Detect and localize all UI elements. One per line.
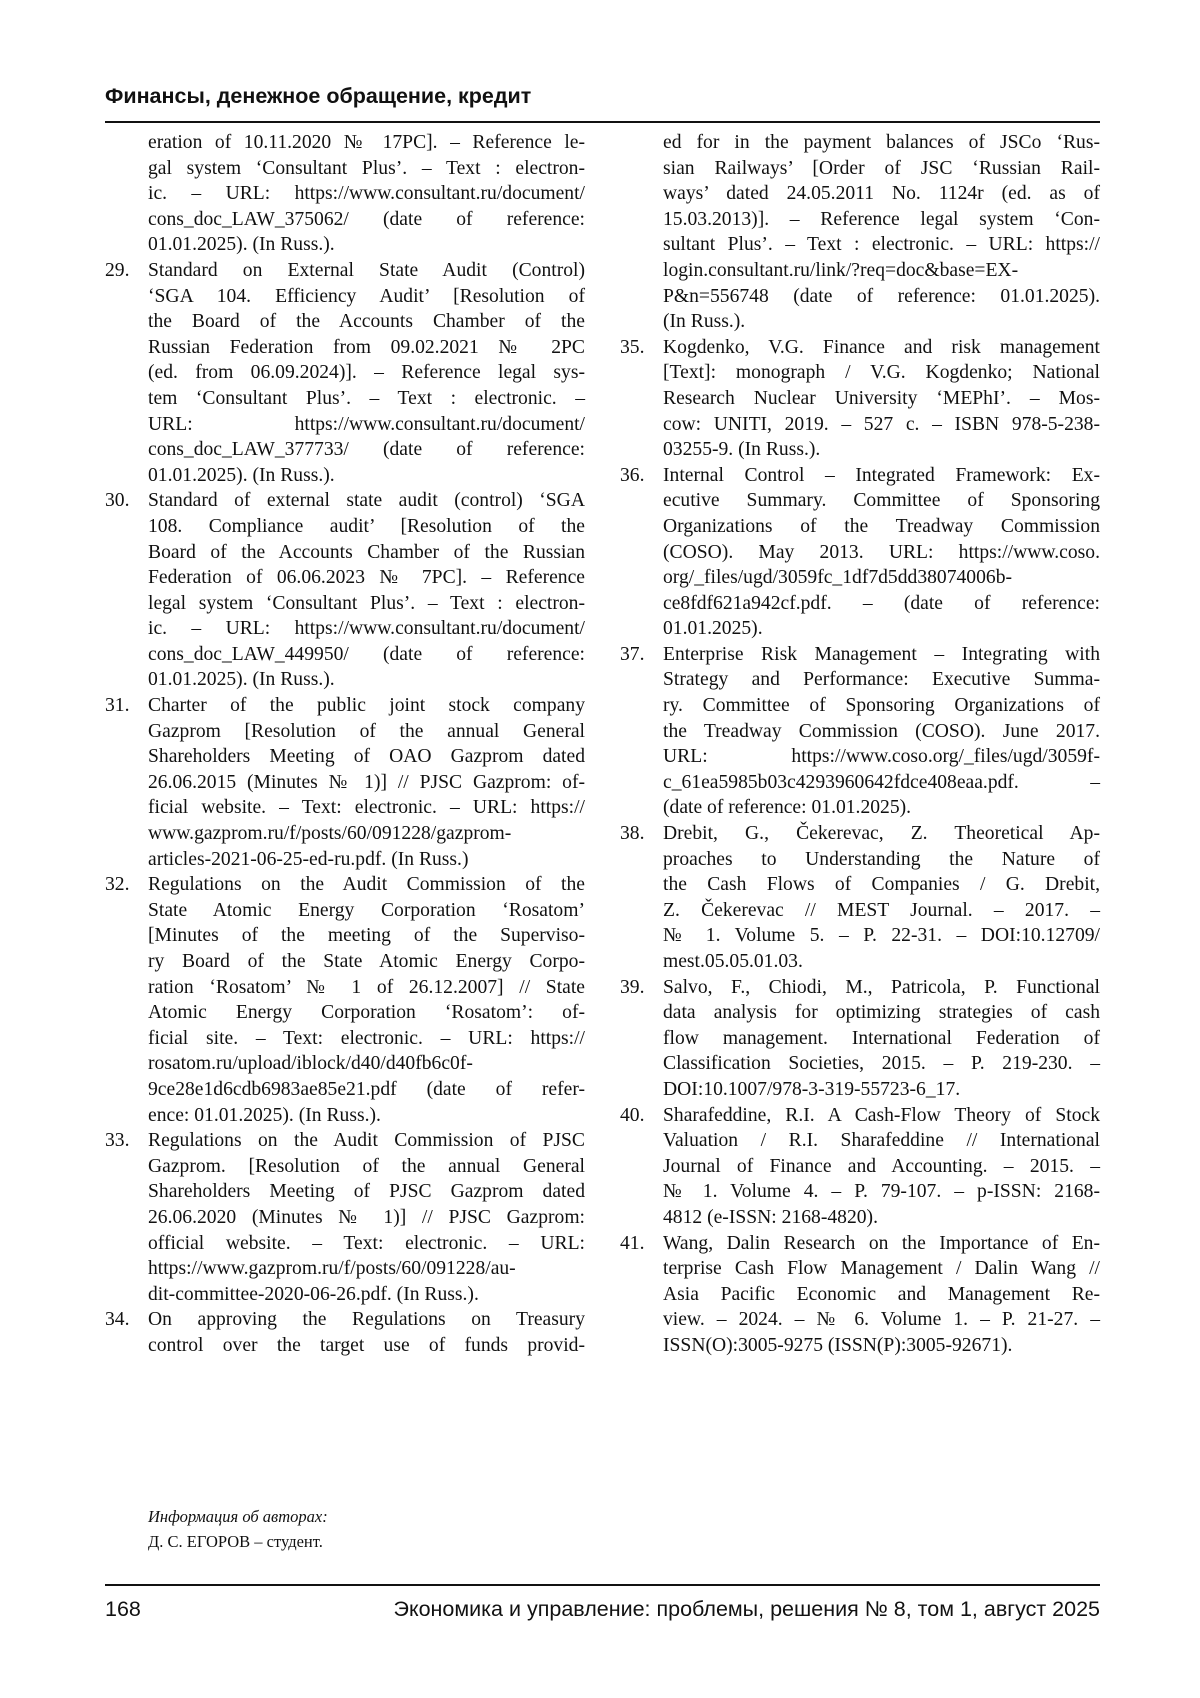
reference-item [620, 1103, 1100, 1231]
reference-line: Enterprise Risk Management – Integrating with [663, 642, 1100, 668]
reference-line: Regulations on the Audit Commission of the [148, 872, 585, 898]
reference-line: cons_doc_LAW_449950/ (date of reference: [148, 642, 585, 668]
reference-number: 34. [105, 1307, 130, 1333]
reference-line: login.consultant.ru/link/?req=doc&base=EX- [663, 258, 1100, 284]
reference-line: data analysis for optimizing strategies of cash [663, 1000, 1100, 1026]
reference-item [620, 642, 1100, 821]
reference-number: 30. [105, 488, 130, 514]
reference-line: Regulations on the Audit Commission of PJSC [148, 1128, 585, 1154]
reference-line: Gazprom. [Resolution of the annual General [148, 1154, 585, 1180]
footer-rule [105, 1584, 1100, 1586]
reference-line: ways’ dated 24.05.2011 No. 1124r (ed. as of [663, 181, 1100, 207]
reference-item [620, 821, 1100, 975]
reference-line: Standard on External State Audit (Control) [148, 258, 585, 284]
reference-line: ISSN(O):3005-9275 (ISSN(P):3005-92671). [663, 1333, 1100, 1359]
reference-line: Standard of external state audit (control) ‘SGA [148, 488, 585, 514]
reference-line: control over the target use of funds provid- [148, 1333, 585, 1359]
reference-line: 4812 (e-ISSN: 2168-4820). [663, 1205, 1100, 1231]
reference-line: official website. – Text: electronic. – URL: [148, 1231, 585, 1257]
reference-line: [Minutes of the meeting of the Superviso- [148, 923, 585, 949]
reference-number: 36. [620, 463, 645, 489]
reference-line: ficial site. – Text: electronic. – URL: https:// [148, 1026, 585, 1052]
reference-line: Board of the Accounts Chamber of the Russian [148, 540, 585, 566]
reference-line: terprise Cash Flow Management / Dalin Wang // [663, 1256, 1100, 1282]
reference-line: ecutive Summary. Committee of Sponsoring [663, 488, 1100, 514]
reference-line: cons_doc_LAW_375062/ (date of reference: [148, 207, 585, 233]
reference-line: ence: 01.01.2025). (In Russ.). [148, 1103, 585, 1129]
reference-line: www.gazprom.ru/f/posts/60/091228/gazprom- [148, 821, 585, 847]
reference-line: № 1. Volume 5. – P. 22-31. – DOI:10.12709/ [663, 923, 1100, 949]
reference-line: State Atomic Energy Corporation ‘Rosatom’ [148, 898, 585, 924]
reference-line: URL: https://www.consultant.ru/document/ [148, 412, 585, 438]
reference-number: 41. [620, 1231, 645, 1257]
reference-number: 40. [620, 1103, 645, 1129]
reference-line: ry. Committee of Sponsoring Organizations of [663, 693, 1100, 719]
reference-line: № 1. Volume 4. – P. 79-107. – p-ISSN: 2168- [663, 1179, 1100, 1205]
reference-line: (In Russ.). [663, 309, 1100, 335]
reference-line: On approving the Regulations on Treasury [148, 1307, 585, 1333]
reference-line: tem ‘Consultant Plus’. – Text : electronic. – [148, 386, 585, 412]
reference-line: Shareholders Meeting of OAO Gazprom dated [148, 744, 585, 770]
reference-line: ed for in the payment balances of JSCo ‘Rus- [663, 130, 1100, 156]
reference-line: Shareholders Meeting of PJSC Gazprom dated [148, 1179, 585, 1205]
running-header-title: Финансы, денежное обращение, кредит [105, 84, 531, 109]
reference-line: org/_files/ugd/3059fc_1df7d5dd38074006b- [663, 565, 1100, 591]
reference-line: ‘SGA 104. Efficiency Audit’ [Resolution of [148, 284, 585, 310]
reference-line: Wang, Dalin Research on the Importance of En- [663, 1231, 1100, 1257]
reference-line: Federation of 06.06.2023 № 7PC]. – Reference [148, 565, 585, 591]
reference-line: Research Nuclear University ‘MEPhI’. – Mos- [663, 386, 1100, 412]
reference-line: eration of 10.11.2020 № 17PC]. – Reference le- [148, 130, 585, 156]
reference-line: 9ce28e1d6cdb6983ae85e21.pdf (date of refer- [148, 1077, 585, 1103]
reference-line: ic. – URL: https://www.consultant.ru/document/ [148, 616, 585, 642]
reference-item [105, 1307, 585, 1358]
reference-line: 15.03.2013)]. – Reference legal system ‘Con- [663, 207, 1100, 233]
reference-line: Valuation / R.I. Sharafeddine // International [663, 1128, 1100, 1154]
references-left-column [105, 130, 585, 1359]
reference-line: ic. – URL: https://www.consultant.ru/document/ [148, 181, 585, 207]
reference-line: Charter of the public joint stock company [148, 693, 585, 719]
reference-line: view. – 2024. – № 6. Volume 1. – P. 21-27. – [663, 1307, 1100, 1333]
reference-line: Organizations of the Treadway Commission [663, 514, 1100, 540]
reference-number: 31. [105, 693, 130, 719]
reference-line: Russian Federation from 09.02.2021 № 2PC [148, 335, 585, 361]
reference-item [620, 463, 1100, 642]
reference-number: 38. [620, 821, 645, 847]
reference-line: 108. Compliance audit’ [Resolution of the [148, 514, 585, 540]
reference-line: Journal of Finance and Accounting. – 2015. – [663, 1154, 1100, 1180]
reference-line: Internal Control – Integrated Framework: Ex- [663, 463, 1100, 489]
reference-item [620, 335, 1100, 463]
reference-line: Asia Pacific Economic and Management Re- [663, 1282, 1100, 1308]
reference-line: ry Board of the State Atomic Energy Corpo- [148, 949, 585, 975]
reference-line: 26.06.2015 (Minutes № 1)] // PJSC Gazprom: of- [148, 770, 585, 796]
reference-item [620, 975, 1100, 1103]
reference-item [105, 488, 585, 693]
reference-item [620, 1231, 1100, 1359]
reference-line: cow: UNITI, 2019. – 527 c. – ISBN 978-5-238- [663, 412, 1100, 438]
reference-number: 39. [620, 975, 645, 1001]
reference-line: the Board of the Accounts Chamber of the [148, 309, 585, 335]
reference-line: 03255-9. (In Russ.). [663, 437, 1100, 463]
reference-line: Strategy and Performance: Executive Summa- [663, 667, 1100, 693]
reference-line: (date of reference: 01.01.2025). [663, 795, 1100, 821]
reference-item [105, 130, 585, 258]
reference-line: P&n=556748 (date of reference: 01.01.2025). [663, 284, 1100, 310]
page-number: 168 [105, 1597, 141, 1622]
reference-number: 35. [620, 335, 645, 361]
author-entry: Д. С. ЕГОРОВ – студент. [148, 1529, 328, 1554]
reference-line: Atomic Energy Corporation ‘Rosatom’: of- [148, 1000, 585, 1026]
reference-line: Kogdenko, V.G. Finance and risk management [663, 335, 1100, 361]
reference-line: URL: https://www.coso.org/_files/ugd/3059f- [663, 744, 1100, 770]
reference-line: articles-2021-06-25-ed-ru.pdf. (In Russ.) [148, 847, 585, 873]
reference-line: ration ‘Rosatom’ № 1 of 26.12.2007] // State [148, 975, 585, 1001]
reference-line: cons_doc_LAW_377733/ (date of reference: [148, 437, 585, 463]
reference-line: 01.01.2025). (In Russ.). [148, 232, 585, 258]
reference-line: Salvo, F., Chiodi, M., Patricola, P. Functional [663, 975, 1100, 1001]
reference-line: sultant Plus’. – Text : electronic. – URL: https:// [663, 232, 1100, 258]
reference-number: 37. [620, 642, 645, 668]
reference-line: the Cash Flows of Companies / G. Drebit, [663, 872, 1100, 898]
reference-line: 26.06.2020 (Minutes № 1)] // PJSC Gazprom: [148, 1205, 585, 1231]
reference-line: DOI:10.1007/978-3-319-55723-6_17. [663, 1077, 1100, 1103]
reference-item [105, 258, 585, 488]
reference-line: Drebit, G., Čekerevac, Z. Theoretical Ap- [663, 821, 1100, 847]
reference-line: https://www.gazprom.ru/f/posts/60/091228/au- [148, 1256, 585, 1282]
reference-line: flow management. International Federation of [663, 1026, 1100, 1052]
reference-line: sian Railways’ [Order of JSC ‘Russian Rail- [663, 156, 1100, 182]
reference-item [105, 1128, 585, 1307]
reference-line: ficial website. – Text: electronic. – URL: https:// [148, 795, 585, 821]
reference-line: mest.05.05.01.03. [663, 949, 1100, 975]
reference-item [105, 872, 585, 1128]
reference-number: 33. [105, 1128, 130, 1154]
header-rule [105, 121, 1100, 123]
reference-line: c_61ea5985b03c4293960642fdce408eaa.pdf. – [663, 770, 1100, 796]
reference-item [620, 130, 1100, 335]
reference-line: 01.01.2025). (In Russ.). [148, 463, 585, 489]
author-info-heading: Информация об авторах: [148, 1504, 328, 1529]
reference-line: 01.01.2025). (In Russ.). [148, 667, 585, 693]
reference-line: legal system ‘Consultant Plus’. – Text : electron- [148, 591, 585, 617]
reference-number: 32. [105, 872, 130, 898]
reference-line: Z. Čekerevac // MEST Journal. – 2017. – [663, 898, 1100, 924]
reference-line: (ed. from 06.09.2024)]. – Reference legal sys- [148, 360, 585, 386]
reference-line: (COSO). May 2013. URL: https://www.coso. [663, 540, 1100, 566]
reference-line: gal system ‘Consultant Plus’. – Text : electron- [148, 156, 585, 182]
reference-line: Gazprom [Resolution of the annual General [148, 719, 585, 745]
reference-line: Sharafeddine, R.I. A Cash-Flow Theory of Stock [663, 1103, 1100, 1129]
author-info [148, 1504, 328, 1554]
reference-line: Classification Societies, 2015. – P. 219-230. – [663, 1051, 1100, 1077]
reference-line: [Text]: monograph / V.G. Kogdenko; National [663, 360, 1100, 386]
reference-line: 01.01.2025). [663, 616, 1100, 642]
reference-line: ce8fdf621a942cf.pdf. – (date of reference: [663, 591, 1100, 617]
references-right-column [620, 130, 1100, 1359]
reference-line: proaches to Understanding the Nature of [663, 847, 1100, 873]
reference-number: 29. [105, 258, 130, 284]
journal-footer: Экономика и управление: проблемы, решения № 8, том 1, август 2025 [394, 1597, 1101, 1622]
reference-line: the Treadway Commission (COSO). June 2017. [663, 719, 1100, 745]
reference-item [105, 693, 585, 872]
reference-line: rosatom.ru/upload/iblock/d40/d40fb6c0f- [148, 1051, 585, 1077]
reference-line: dit-committee-2020-06-26.pdf. (In Russ.). [148, 1282, 585, 1308]
